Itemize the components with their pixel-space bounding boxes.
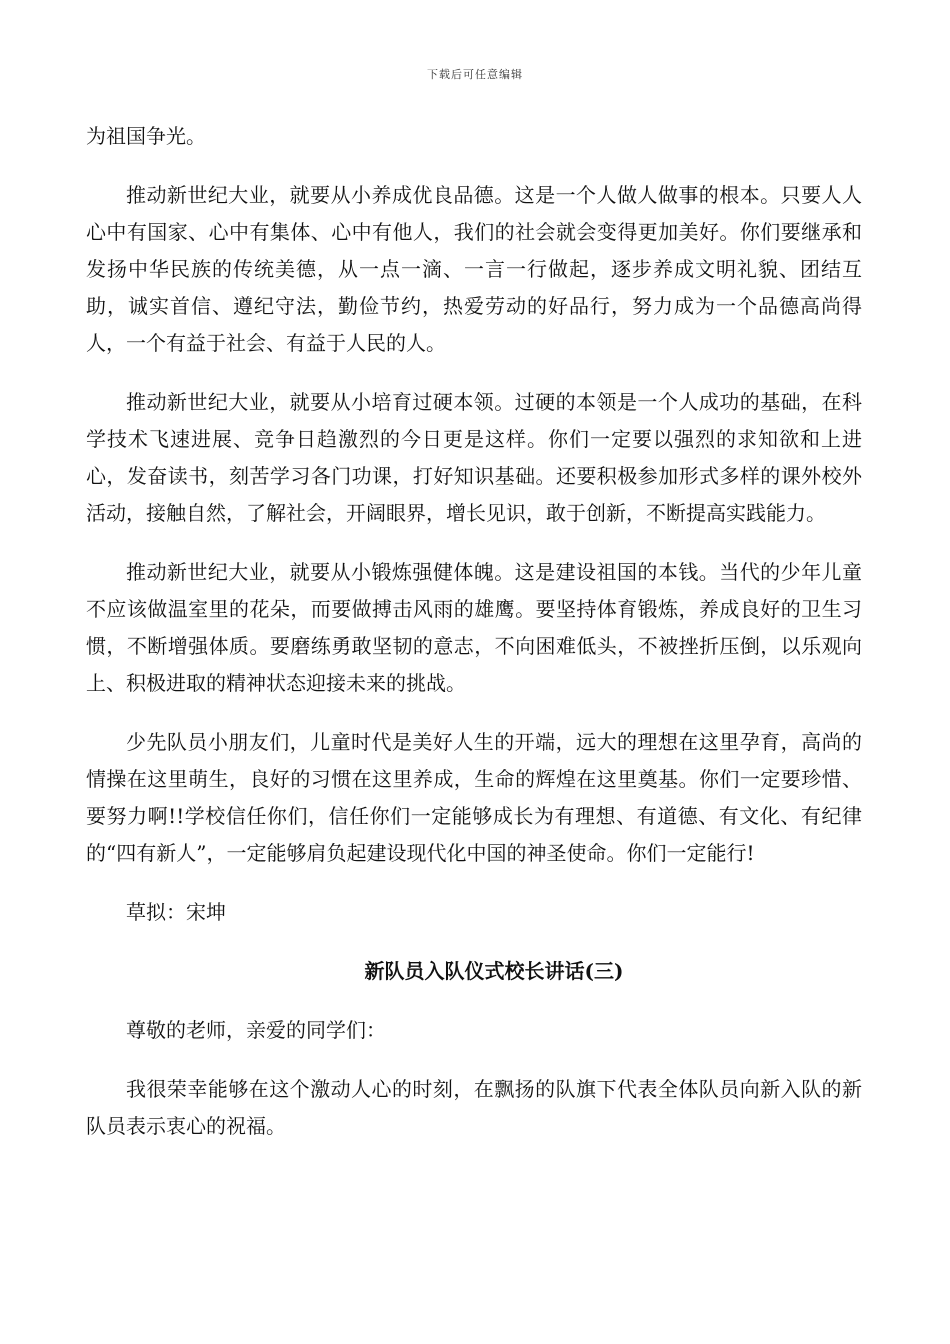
section-title: 新队员入队仪式校长讲话(三) (364, 959, 624, 983)
author-signature: 草拟：宋坤 (126, 900, 226, 924)
paragraph-physique: 推动新世纪大业，就要从小锻炼强健体魄。这是建设祖国的本钱。当代的少年儿童不应该做温室里的花朵，而要做搏击风雨的雄鹰。要坚持体育锻炼，养成良好的卫生习惯，不断增强体质。要磨练勇敢坚韧的意志，不向困难低头，不被挫折压倒，以乐观向上、积极进取的精神状态迎接未来的挑战。 (86, 560, 862, 695)
paragraph-moral-character: 推动新世纪大业，就要从小养成优良品德。这是一个人做人做事的根本。只要人人心中有国家、心中有集体、心中有他人，我们的社会就会变得更加美好。你们要继承和发扬中华民族的传统美德，从一点一滴、一言一行做起，逐步养成文明礼貌、团结互助，诚实首信、遵纪守法，勤俭节约，热爱劳动的好品行，努力成为一个品德高尚得人，一个有益于社会、有益于人民的人。 (86, 183, 862, 355)
paragraph-opening: 我很荣幸能够在这个激动人心的时刻，在飘扬的队旗下代表全体队员向新入队的新队员表示衷心的祝福。 (86, 1077, 862, 1138)
page-header-note: 下载后可任意编辑 (427, 68, 523, 81)
paragraph-continuation: 为祖国争光。 (86, 124, 206, 148)
salutation: 尊敬的老师，亲爱的同学们： (126, 1018, 386, 1042)
paragraph-skills: 推动新世纪大业，就要从小培育过硬本领。过硬的本领是一个人成功的基础，在科学技术飞速进展、竞争日趋激烈的今日更是这样。你们一定要以强烈的求知欲和上进心，发奋读书，刻苦学习各门功课，打好知识基础。还要积极参加形式多样的课外校外活动，接触自然，了解社会，开阔眼界，增长见识，敢于创新，不断提高实践能力。 (86, 390, 862, 525)
paragraph-closing: 少先队员小朋友们，儿童时代是美好人生的开端，远大的理想在这里孕育，高尚的情操在这里萌生，良好的习惯在这里养成，生命的辉煌在这里奠基。你们一定要珍惜、要努力啊!!学校信任你们，信任你们一定能够成长为有理想、有道德、有文化、有纪律的“四有新人”，一定能够肩负起建设现代化中国的神圣使命。你们一定能行! (86, 730, 862, 865)
document-body (86, 118, 862, 1167)
